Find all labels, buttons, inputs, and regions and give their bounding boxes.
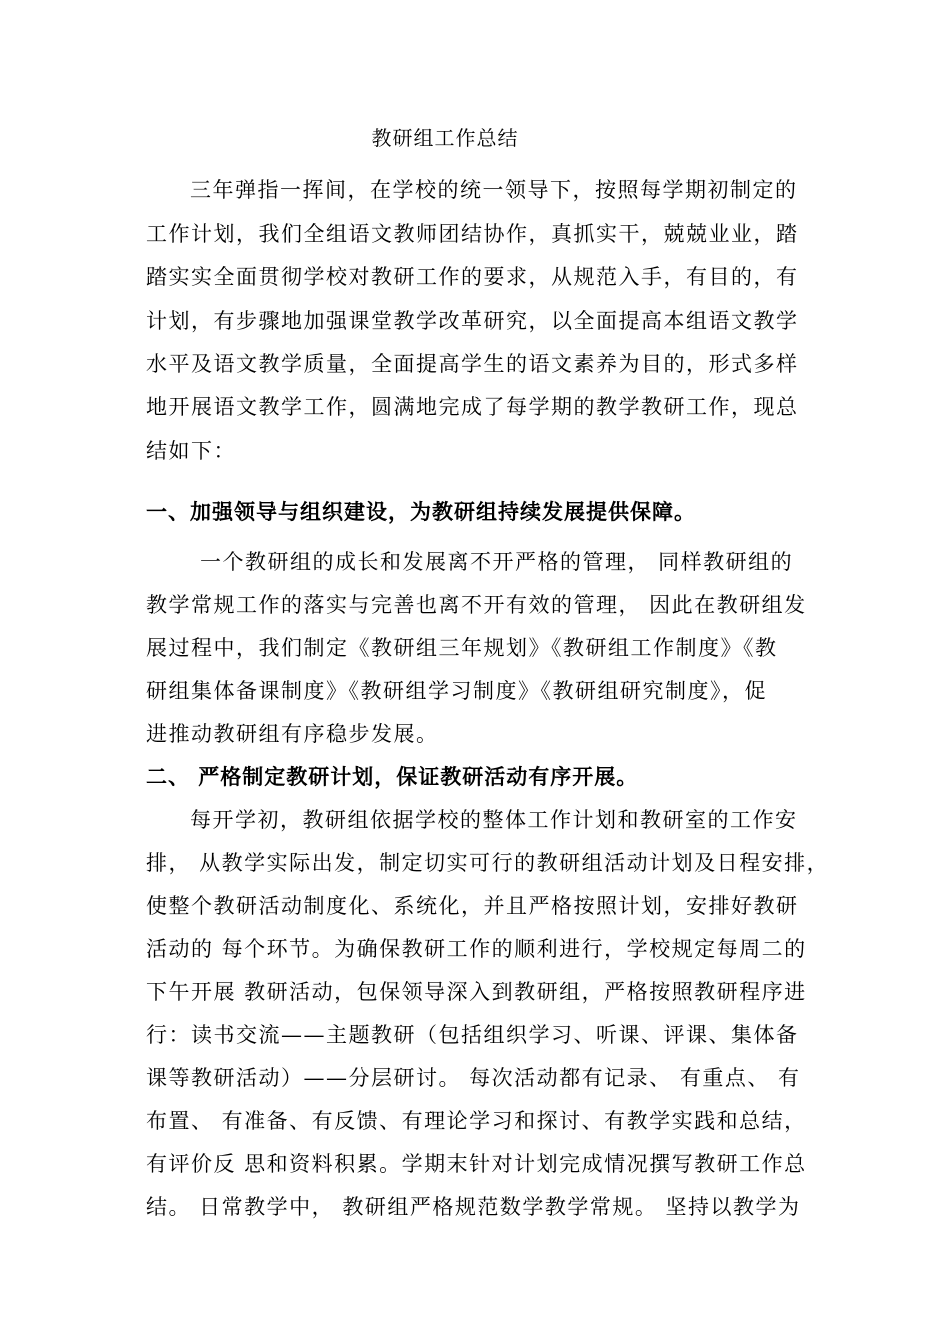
- intro-line-6: 地开展语文教学工作，圆满地完成了每学期的教学教研工作，现总: [146, 395, 799, 419]
- section-1-line-2: 教学常规工作的落实与完善也离不开有效的管理， 因此在教研组发: [146, 593, 807, 617]
- intro-line-3: 踏实实全面贯彻学校对教研工作的要求，从规范入手，有目的，有: [146, 265, 799, 289]
- intro-line-7: 结如下：: [146, 439, 236, 463]
- section-1-line-4: 研组集体备课制度》《教研组学习制度》《教研组研究制度》，促: [146, 679, 767, 703]
- section-2-line-7: 课等教研活动）——分层研讨。 每次活动都有记录、 有重点、 有: [146, 1066, 801, 1090]
- section-2-line-9: 有评价反 思和资料积累。学期末针对计划完成情况撰写教研工作总: [146, 1152, 807, 1176]
- section-1-heading: 一、加强领导与组织建设，为教研组持续发展提供保障。: [146, 500, 696, 524]
- section-1-line-1: 一个教研组的成长和发展离不开严格的管理， 同样教研组的: [200, 550, 794, 574]
- section-1-line-5: 进推动教研组有序稳步发展。: [146, 722, 439, 746]
- intro-line-4: 计划，有步骤地加强课堂教学改革研究，以全面提高本组语文教学: [146, 309, 799, 333]
- section-2-line-1: 每开学初，教研组依据学校的整体工作计划和教研室的工作安: [190, 808, 798, 832]
- document-title: 教研组工作总结: [371, 126, 519, 150]
- section-2-line-4: 活动的 每个环节。为确保教研工作的顺利进行，学校规定每周二的: [146, 937, 807, 961]
- intro-line-2: 工作计划，我们全组语文教师团结协作，真抓实干，兢兢业业，踏: [146, 222, 799, 246]
- section-1-line-3: 展过程中，我们制定《教研组三年规划》《教研组工作制度》《教: [146, 636, 778, 660]
- intro-line-1: 三年弹指一挥间，在学校的统一领导下，按照每学期初制定的: [190, 178, 798, 202]
- section-2-line-2: 排， 从教学实际出发，制定切实可行的教研组活动计划及日程安排，: [146, 851, 830, 875]
- section-2-line-6: 行：读书交流——主题教研（包括组织学习、听课、评课、集体备: [146, 1023, 799, 1047]
- section-2-heading: 二、 严格制定教研计划，保证教研活动有序开展。: [146, 765, 639, 789]
- section-2-line-8: 布置、 有准备、有反馈、有理论学习和探讨、有教学实践和总结，: [146, 1109, 807, 1133]
- section-2-line-3: 使整个教研活动制度化、系统化，并且严格按照计划，安排好教研: [146, 894, 799, 918]
- intro-line-5: 水平及语文教学质量，全面提高学生的语文素养为目的，形式多样: [146, 352, 799, 376]
- section-2-line-5: 下午开展 教研活动，包保领导深入到教研组，严格按照教研程序进: [146, 980, 807, 1004]
- section-2-line-10: 结。 日常教学中， 教研组严格规范数学教学常规。 坚持以教学为: [146, 1195, 801, 1219]
